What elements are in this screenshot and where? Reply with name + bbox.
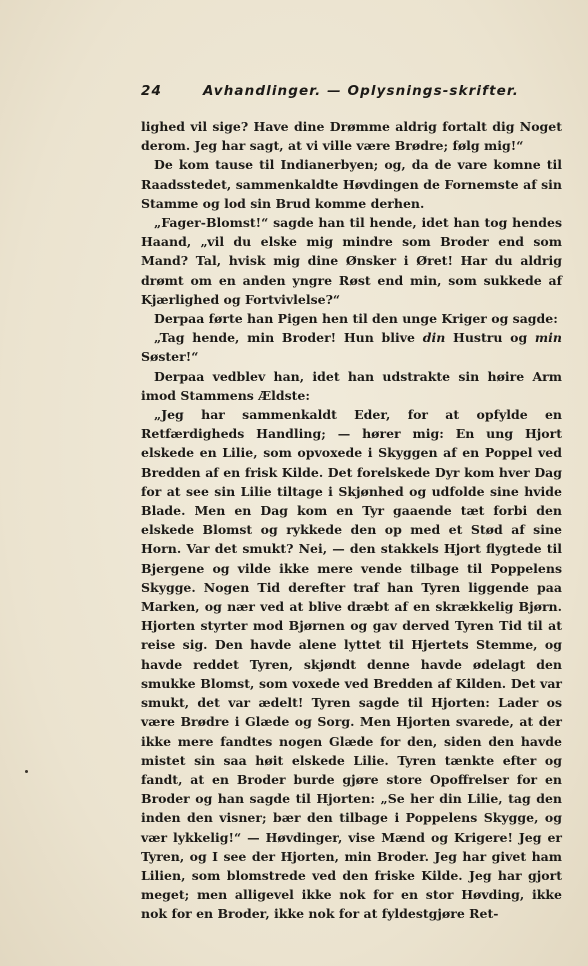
paper-speck [25,770,28,773]
paragraph: „Jeg har sammenkaldt Eder, for at opfylde en Retfærdigheds Handling; — hører mig: En ung Hjort elskede en Lilie, som opvoxede i Skyggen af en Poppel ved Bredden af en frisk Kilde. Det forelskede Dyr kom hver Dag for at see sin Lilie tiltage i Skjønhed og udfolde sine hvide Blade. Men en Dag kom en Tyr gaaende tæt forbi den elskede Blomst og rykkede den op med et Stød af sine Horn. Var det smukt? Nei, — den stakkels Hjort flygtede til Bjergene og vilde ikke mere vende tilbage til Poppelens Skygge. Nogen Tid derefter traf han Tyren liggende paa Marken, og nær ved at blive dræbt af en skrækkelig Bjørn. Hjorten styrter mod Bjørnen og gav derved Tyren Tid til at reise sig. Den havde alene lyttet til Hjertets Stemme, og havde reddet Tyren, skjøndt denne havde ødelagt den smukke Blomst, som voxede ved Bredden af Kilden. Det var smukt, det var ædelt! Tyren sagde til Hjorten: Lader os være Brødre i Glæde og Sorg. Men Hjorten svarede, at der ikke mere fandtes nogen Glæde for den, siden den havde mistet sin saa høit elskede Lilie. Tyren tænkte efter og fandt, at en Broder burde gjøre store Opoffrelser for en Broder og han sagde til Hjorten: „Se her din Lilie, tag den inden den visner; bær den tilbage i Poppelens Skygge, og vær lykkelig!“ — Høvdinger, vise Mænd og Krigere! Jeg er Tyren, og I see der Hjorten, min Broder. Jeg har givet ham Lilien, som blomstrede ved den friske Kilde. Jeg har gjort meget; men alligevel ikke nok for en stor Høvding, ikke nok for en Broder, ikke nok for at fyldestgjøre Ret- [141,407,562,922]
body-text [141,117,562,924]
page-header [141,80,541,102]
paragraph: Derpaa vedblev han, idet han udstrakte sin høire Arm imod Stammens Ældste: [141,368,562,403]
paragraph: Derpaa førte han Pigen hen til den unge Kriger og sagde: [154,311,558,327]
emphasis-text: din [422,330,446,346]
paragraph-text: „Tag hende, min Broder! Hun blive [154,330,423,346]
emphasis-text: min [534,330,562,346]
paragraph: lighed vil sige? Have dine Drømme aldrig fortalt dig Noget derom. Jeg har sagt, at vi ville være Brødre; følg mig!“ [141,119,562,154]
paragraph-text: Søster!“ [141,349,199,365]
paragraph: „Fager-Blomst!“ sagde han til hende, idet han tog hendes Haand, „vil du elske mig mindre som Broder end som Mand? Tal, hvisk mig dine Ønsker i Øret! Har du aldrig drømt om en anden yngre Røst end min, som sukkede af Kjærlighed og Fortvivlelse?“ [141,215,562,307]
page-number: 24 [141,83,162,99]
paragraph-text: Hustru og [445,330,535,346]
paragraph: De kom tause til Indianerbyen; og, da de vare komne til Raadsstedet, sammenkaldte Høvdingen de Fornemste af sin Stamme og lod sin Brud komme derhen. [141,157,562,211]
paragraph [141,328,562,366]
running-head: Avhandlinger. — Oplysnings-skrifter. [203,83,519,99]
